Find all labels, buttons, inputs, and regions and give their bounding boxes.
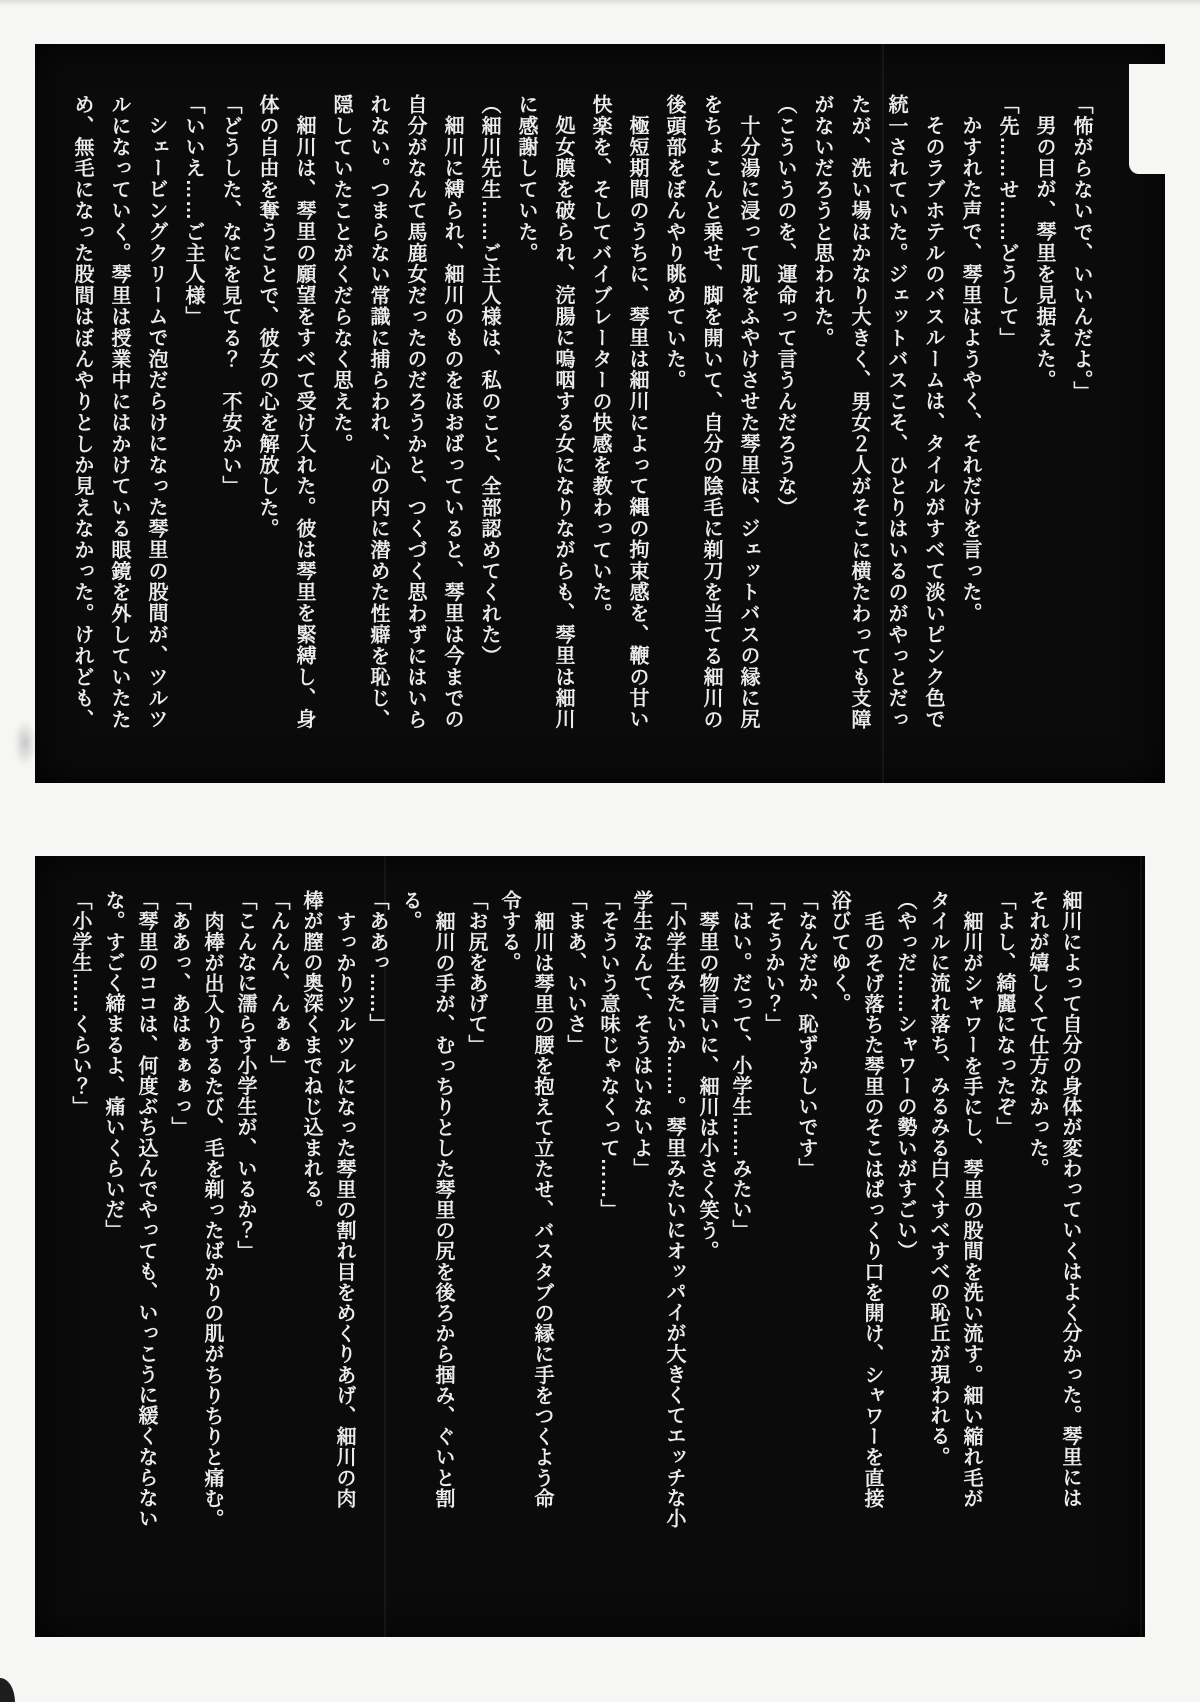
text-line: 後頭部をぼんやり眺めていた。 [663,94,685,391]
text-line: がないだろうと思われた。 [811,94,833,349]
text-line: 「先……せ……どうして」 [996,94,1018,349]
text-line: 細川は、琴里の願望をすべて受け入れた。彼は琴里を緊縛し、身 [293,115,315,730]
text-line: 男の目が、琴里を見据えた。 [1033,115,1055,391]
text-line: 「こんなに濡らす小学生が、いるか？」 [234,890,256,1261]
text-line: 隠していたことがくだらなく思えた。 [330,94,352,455]
text-line: そのラブホテルのバスルームは、タイルがすべて淡いピンク色で [922,115,944,730]
text-line: （こういうのを、運命って言うんだろうな） [774,94,796,518]
text-line: 自分がなんて馬鹿女だったのだろうかと、つくづく思わずにはいら [404,94,426,730]
text-line: 極短期間のうちに、琴里は細川によって縄の拘束感を、鞭の甘い [626,115,648,730]
text-line: 「琴里のココは、何度ぶち込んでやっても、いっこうに緩くならない [135,890,157,1529]
text-line: 細川がシャワーを手にし、琴里の股間を洗い流す。細い縮れ毛が [960,911,982,1509]
text-line: 棒が膣の奥深くまでねじ込まれる。 [300,890,322,1220]
text-line: 細川は琴里の腰を抱えて立たせ、バスタブの縁に手をつくよう命 [531,911,553,1509]
text-line: すっかりツルツルになった琴里の割れ目をめくりあげ、細川の肉 [333,911,355,1509]
text-line: （やっだ……シャワーの勢いがすごい） [894,890,916,1261]
text-line: シェービングクリームで泡だらけになった琴里の股間が、ツルツ [145,115,167,730]
text-line: 細川の手が、むっちりとした琴里の尻を後ろから掴み、ぐいと割 [432,911,454,1509]
text-line: 「怖がらないで、いいんだよ。」 [1070,94,1092,402]
text-line: 毛のそげ落ちた琴里のそこはぱっくり口を開け、シャワーを直接 [861,911,883,1509]
vertical-text-bottom [35,856,1111,1637]
scan-smudge-corner [0,1678,15,1702]
scan-crease [1140,856,1142,1637]
text-line: タイルに流れ落ち、みるみる白くすべすべの恥丘が現われる。 [927,890,949,1467]
text-line: たが、洗い場はかなり大きく、男女２人がそこに横たわっても支障 [848,94,870,730]
text-line: 体の自由を奪うことで、彼女の心を解放した。 [256,94,278,540]
text-line: な。すごく締まるよ、痛いくらいだ」 [102,890,124,1241]
text-line: 「はい。だって、小学生……みたい」 [729,890,751,1241]
text-line: 「まあ、いいさ」 [564,890,586,1055]
text-line: 「そうかい？」 [762,890,784,1035]
text-line: 浴びてゆく。 [828,890,850,1014]
text-line: 「小学生みたいか……。琴里みたいにオッパイが大きくてエッチな小 [663,890,685,1529]
text-line: 「なんだか、恥ずかしいです」 [795,890,817,1179]
text-line: 十分湯に浸って肌をふやけさせた琴里は、ジェットバスの縁に尻 [737,115,759,730]
text-line: 「よし、綺麗になったぞ」 [993,890,1015,1138]
text-line: それが嬉しくて仕方なかった。 [1026,890,1048,1179]
text-line: に感謝していた。 [515,94,537,264]
text-line: 統一されていた。ジェットバスこそ、ひとりはいるのがやっとだっ [885,94,907,730]
text-line: 「いいえ……ご主人様」 [182,94,204,328]
text-panel-top [35,44,1165,783]
text-line: ルになっていく。琴里は授業中にはかけている眼鏡を外していたた [108,94,130,730]
text-line: 細川によって自分の身体が変わっていくはよく分かった。琴里には [1059,890,1081,1508]
text-line: 快楽を、そしてバイブレーターの快感を教わっていた。 [589,94,611,624]
text-line: 「んんん、んぁぁ」 [267,890,289,1076]
scan-crease [384,856,386,1637]
text-line: かすれた声で、琴里はようやく、それだけを言った。 [959,115,981,624]
text-line: 「小学生……くらい？」 [69,890,91,1117]
text-line: 「そういう意味じゃなくって……」 [597,890,619,1220]
scan-smudge [14,720,36,766]
text-line: 「ああっ、あはぁぁぁっ」 [168,890,190,1138]
text-line: 琴里の物言いに、細川は小さく笑う。 [696,911,718,1262]
text-line: 「ああっ……」 [366,890,388,1035]
text-line: 「お尻をあげて」 [465,890,487,1055]
text-line: 処女膜を破られ、浣腸に嗚咽する女になりながらも、琴里は細川 [552,115,574,730]
scan-crease [882,44,884,783]
text-line: をちょこんと乗せ、脚を開いて、自分の陰毛に剃刀を当てる細川の [700,94,722,730]
text-line: 細川に縛られ、細川のものをほおばっていると、琴里は今までの [441,115,463,730]
text-panel-bottom [35,856,1145,1637]
text-line: れない。つまらない常識に捕らわれ、心の内に潜めた性癖を恥じ、 [367,94,389,730]
text-line: 令する。 [498,890,520,973]
text-line: 肉棒が出入りするたび、毛を剃ったばかりの肌がちりちりと痛む。 [201,911,223,1529]
text-line: る。 [399,890,421,932]
text-line: 「どうした、なにを見てる？ 不安かい」 [219,94,241,497]
scan-notch [1129,64,1166,174]
vertical-text-top [35,44,1141,783]
text-line: 学生なんて、そうはいないよ」 [630,890,652,1179]
text-line: （細川先生……ご主人様は、私のこと、全部認めてくれた） [478,94,500,667]
text-line: め、無毛になった股間はぼんやりとしか見えなかった。けれども、 [71,94,93,730]
